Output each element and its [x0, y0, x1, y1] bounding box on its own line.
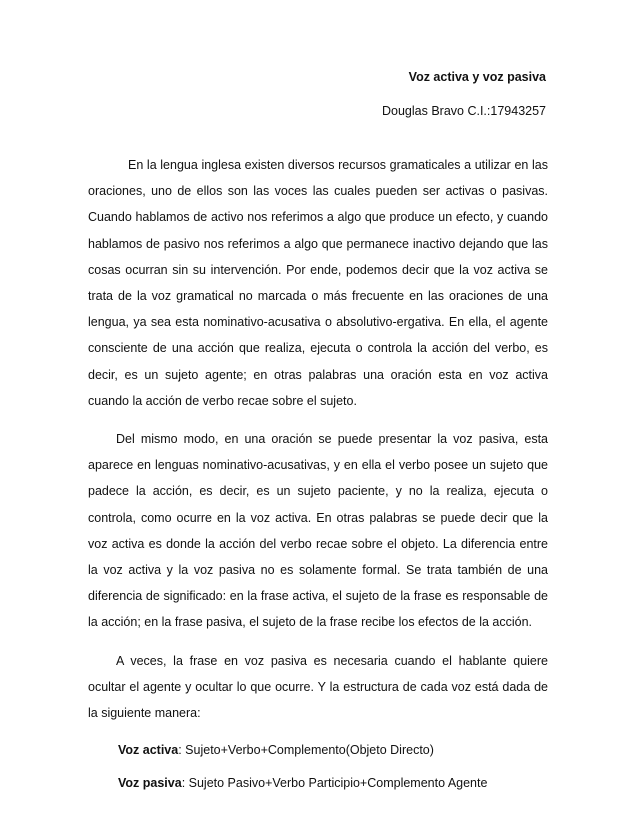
structure-label: Voz activa [118, 743, 179, 758]
document-title: Voz activa y voz pasiva [408, 70, 546, 84]
structure-colon: : [181, 776, 189, 791]
structure-formula: Sujeto+Verbo+Complemento(Objeto Directo) [185, 743, 434, 758]
paragraph: En la lengua inglesa existen diversos recursos gramaticales a utilizar en las oraciones, uno de ellos son las voces las cuales pueden ser activas o pasivas. Cuando hablamos de activo nos referimos a algo que produce un efecto, y cuando hablamos de pasivo nos referimos a algo que permanece inactivo dejando que las cosas ocurran sin su intervención. Por ende, podemos decir que la voz activa se trata de la voz gramatical no marcada o más frecuente en las oraciones de una lengua, ya sea esta nominativo-acusativa o absolutivo-ergativa. En ella, el agente consciente de una acción que realiza, ejecuta o controla la acción del verbo, es decir, es un sujeto agente; en otras palabras una oración esta en voz activa cuando la acción de verbo recae sobre el sujeto. [88, 158, 548, 408]
structure-active-voice [88, 734, 548, 767]
structure-passive-voice [88, 767, 548, 800]
document-author: Douglas Bravo C.I.:17943257 [382, 104, 546, 118]
paragraph: Del mismo modo, en una oración se puede presentar la voz pasiva, esta aparece en lenguas nominativo-acusativas, y en ella el verbo posee un sujeto que padece la acción, es decir, es un sujeto paciente, y no la realiza, ejecuta o controla, como ocurre en la voz activa. En otras palabras se puede decir que la voz activa es donde la acción del verbo recae sobre el objeto. La diferencia entre la voz activa y la voz pasiva no es solamente formal. Se trata también de una diferencia de significado: en la frase activa, el sujeto de la frase es responsable de la acción; en la frase pasiva, el sujeto de la frase recibe los efectos de la acción. [88, 432, 548, 630]
structure-colon: : [178, 743, 186, 758]
structure-label: Voz pasiva [118, 776, 182, 791]
document-body [88, 152, 548, 800]
paragraph: A veces, la frase en voz pasiva es necesaria cuando el hablante quiere ocultar el agente y ocultar lo que ocurre. Y la estructura de cada voz está dada de la siguiente manera: [88, 653, 548, 721]
structure-formula: Sujeto Pasivo+Verbo Participio+Complemento Agente [188, 776, 488, 791]
